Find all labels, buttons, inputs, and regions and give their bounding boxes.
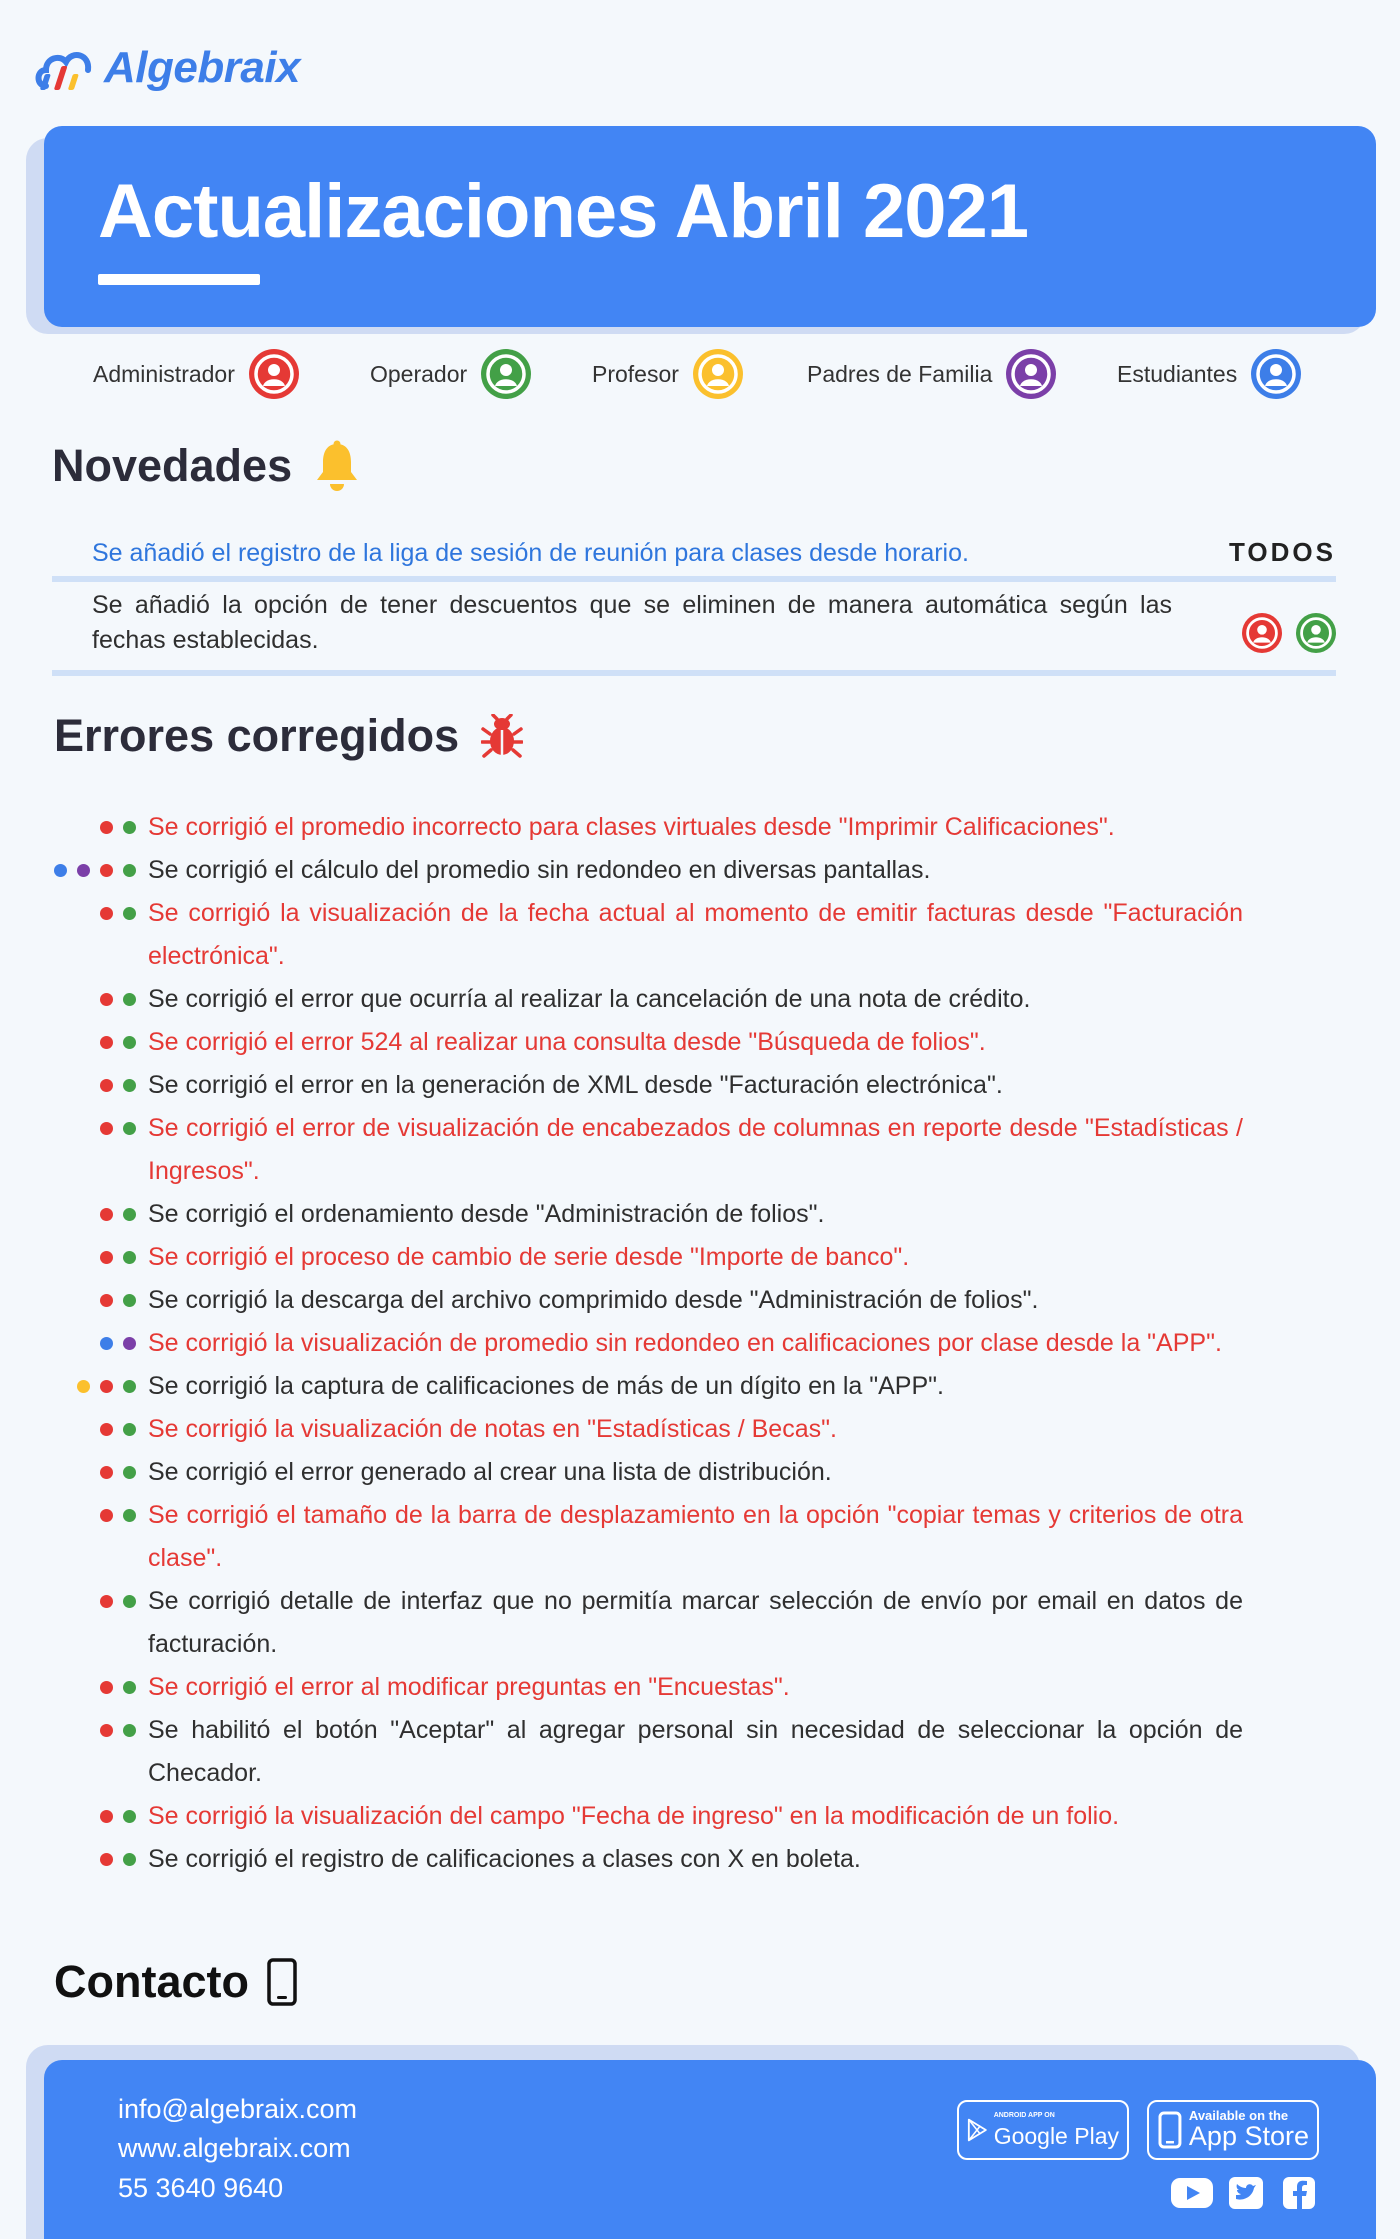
error-item-text: Se corrigió la descarga del archivo comprimido desde "Administración de folios". [148,1286,1039,1314]
error-item-text: Se corrigió el registro de calificaciones a clases con X en boleta. [148,1845,861,1873]
error-item [0,1494,1243,1580]
error-item [0,892,1243,978]
audience-icons [1242,613,1336,653]
role-dot [100,1466,113,1479]
role-dot [100,1208,113,1221]
role-dot [54,864,67,877]
contact-section-title [54,1956,297,2008]
user-icon [1296,613,1336,653]
error-item [0,1666,1243,1709]
role-dots [100,993,136,1006]
error-item [0,1709,1243,1795]
phone-icon [267,1958,297,2006]
role-dot [123,907,136,920]
role-dot [123,1079,136,1092]
role-profesor [592,348,743,400]
google-play-small: ANDROID APP ON [993,2112,1055,2119]
role-dot [100,1724,113,1737]
error-item [0,1021,1243,1064]
news-item-text: Se añadió la opción de tener descuentos que se eliminen de manera automática según las fechas establecidas. [92,591,1172,654]
role-dot [123,1423,136,1436]
role-dot [100,907,113,920]
error-item [0,1236,1243,1279]
role-dots [100,1251,136,1264]
role-dot [123,1337,136,1350]
role-dot [123,1810,136,1823]
error-item [0,978,1243,1021]
error-item-text: Se habilitó el botón "Aceptar" al agregar personal sin necesidad de seleccionar la opción de Checador. [148,1716,1243,1787]
facebook-icon[interactable] [1277,2174,1321,2212]
user-icon [1242,613,1282,653]
twitter-icon[interactable] [1224,2174,1268,2212]
app-store-small: Available on the [1188,2108,1289,2123]
google-play-big: Google Play [993,2123,1119,2149]
play-store-icon [967,2111,988,2149]
role-dot [123,1466,136,1479]
role-dot [100,1595,113,1608]
app-store-button[interactable] [1147,2100,1319,2160]
algebraix-logo[interactable] [34,38,300,98]
role-dot [100,1337,113,1350]
role-label: Operador [370,360,468,387]
errors-list [0,806,1400,1881]
error-item-text: Se corrigió el error de visualización de encabezados de columnas en reporte desde "Estadísticas / Ingresos". [148,1114,1243,1185]
role-operador [370,348,531,400]
news-item [52,582,1336,678]
role-dots [100,1466,136,1479]
error-item [0,1451,1243,1494]
news-item [52,528,1336,580]
role-dots [100,1724,136,1737]
role-dot [123,1251,136,1264]
user-icon [1006,349,1056,399]
error-item-text: Se corrigió el error al modificar preguntas en "Encuestas". [148,1673,790,1701]
role-padres-de-familia [807,348,1056,400]
role-dots [54,864,136,877]
role-dot [100,1251,113,1264]
google-play-button[interactable] [957,2100,1129,2160]
app-store-big: App Store [1188,2121,1309,2151]
errors-title-text: Errores corregidos [54,710,460,761]
role-dot [123,864,136,877]
role-label: Profesor [592,360,679,387]
roles-legend [0,348,1400,400]
role-administrador [93,348,299,400]
error-item-text: Se corrigió el error en la generación de XML desde "Facturación electrónica". [148,1071,1003,1099]
role-dots [100,1853,136,1866]
error-item [0,1064,1243,1107]
role-dot [100,993,113,1006]
role-dot [123,1036,136,1049]
role-dot [77,864,90,877]
user-icon [1251,349,1301,399]
audience-badge: TODOS [1229,537,1336,567]
role-label: Padres de Familia [807,360,993,387]
bell-icon [314,440,360,492]
error-item-text: Se corrigió la visualización de promedio sin redondeo en calificaciones por clase desde la "APP". [148,1329,1222,1357]
title-underline [98,274,260,285]
user-icon [481,349,531,399]
role-dot [100,1122,113,1135]
role-dot [77,1380,90,1393]
footer [44,2060,1376,2239]
role-dots [100,1810,136,1823]
role-dots [100,1423,136,1436]
role-dots [100,1337,136,1350]
news-section-title [52,440,360,492]
role-dots [100,1509,136,1522]
news-item-text: Se añadió el registro de la liga de sesión de reunión para clases desde horario. [92,539,969,567]
role-dot [123,1122,136,1135]
errors-section-title [54,710,523,762]
error-item [0,1193,1243,1236]
contact-email[interactable]: info@algebraix.com [118,2094,358,2124]
app-store-text [1189,2110,1309,2150]
news-title-text: Novedades [52,440,293,491]
error-item [0,849,1243,892]
role-dot [100,1036,113,1049]
error-item [0,1365,1243,1408]
error-item [0,1408,1243,1451]
error-item-text: Se corrigió el proceso de cambio de serie desde "Importe de banco". [148,1243,910,1271]
error-item-text: Se corrigió la captura de calificaciones de más de un dígito en la "APP". [148,1372,944,1400]
role-dot [100,864,113,877]
role-dots [100,1595,136,1608]
bug-icon [481,714,523,758]
error-item-text: Se corrigió el error 524 al realizar una consulta desde "Búsqueda de folios". [148,1028,986,1056]
contact-website[interactable]: www.algebraix.com [118,2133,351,2163]
error-item [0,1838,1243,1881]
error-item-text: Se corrigió el error generado al crear una lista de distribución. [148,1458,832,1486]
role-estudiantes [1117,348,1301,400]
error-item-text: Se corrigió el tamaño de la barra de desplazamiento en la opción "copiar temas y criterios de otra clase". [148,1501,1243,1572]
role-dot [100,1079,113,1092]
error-item [0,1107,1243,1193]
error-item-text: Se corrigió detalle de interfaz que no permitía marcar selección de envío por email en datos de facturación. [148,1587,1243,1658]
error-item-text: Se corrigió el error que ocurría al realizar la cancelación de una nota de crédito. [148,985,1031,1013]
contact-title-text: Contacto [54,1956,249,2007]
role-dot [123,1853,136,1866]
role-dot [123,1380,136,1393]
youtube-icon[interactable] [1170,2174,1214,2212]
error-item-text: Se corrigió el cálculo del promedio sin redondeo en diversas pantallas. [148,856,931,884]
role-dot [100,1681,113,1694]
role-dot [100,1853,113,1866]
role-dot [100,1380,113,1393]
error-item [0,1322,1243,1365]
error-item-text: Se corrigió la visualización de la fecha actual al momento de emitir facturas desde "Facturación electrónica". [148,899,1243,970]
apple-device-icon [1157,2110,1183,2150]
contact-phone[interactable]: 55 3640 9640 [118,2173,284,2203]
role-dot [100,1509,113,1522]
role-label: Administrador [93,360,235,387]
user-icon [693,349,743,399]
role-dots [100,1036,136,1049]
role-dot [100,1423,113,1436]
role-dots [100,1681,136,1694]
user-icon [249,349,299,399]
role-dot [100,1294,113,1307]
error-item-text: Se corrigió la visualización del campo "Fecha de ingreso" en la modificación de un folio. [148,1802,1120,1830]
error-item [0,1279,1243,1322]
role-dot [123,1681,136,1694]
role-dot [123,1509,136,1522]
role-dot [123,821,136,834]
error-item [0,1580,1243,1666]
role-dots [100,821,136,834]
error-item-text: Se corrigió el ordenamiento desde "Administración de folios". [148,1200,825,1228]
title-banner [44,126,1376,327]
error-item-text: Se corrigió la visualización de notas en "Estadísticas / Becas". [148,1415,837,1443]
role-dots [100,1208,136,1221]
role-dots [100,1294,136,1307]
role-dot [123,993,136,1006]
role-dots [77,1380,136,1393]
brand-name: Algebraix [104,43,301,92]
error-item-text: Se corrigió el promedio incorrecto para clases virtuales desde "Imprimir Calificaciones". [148,813,1115,841]
role-dot [123,1724,136,1737]
role-dots [100,1122,136,1135]
google-play-text [994,2110,1119,2150]
role-dots [100,1079,136,1092]
role-dot [123,1595,136,1608]
error-item [0,1795,1243,1838]
cloud-chart-icon [34,40,100,96]
page-title: Actualizaciones Abril 2021 [98,169,1029,254]
role-dot [100,1810,113,1823]
error-item [0,806,1243,849]
role-dot [123,1208,136,1221]
role-dot [123,1294,136,1307]
divider [52,670,1336,676]
role-dot [100,821,113,834]
role-dots [100,907,136,920]
role-label: Estudiantes [1117,360,1238,387]
